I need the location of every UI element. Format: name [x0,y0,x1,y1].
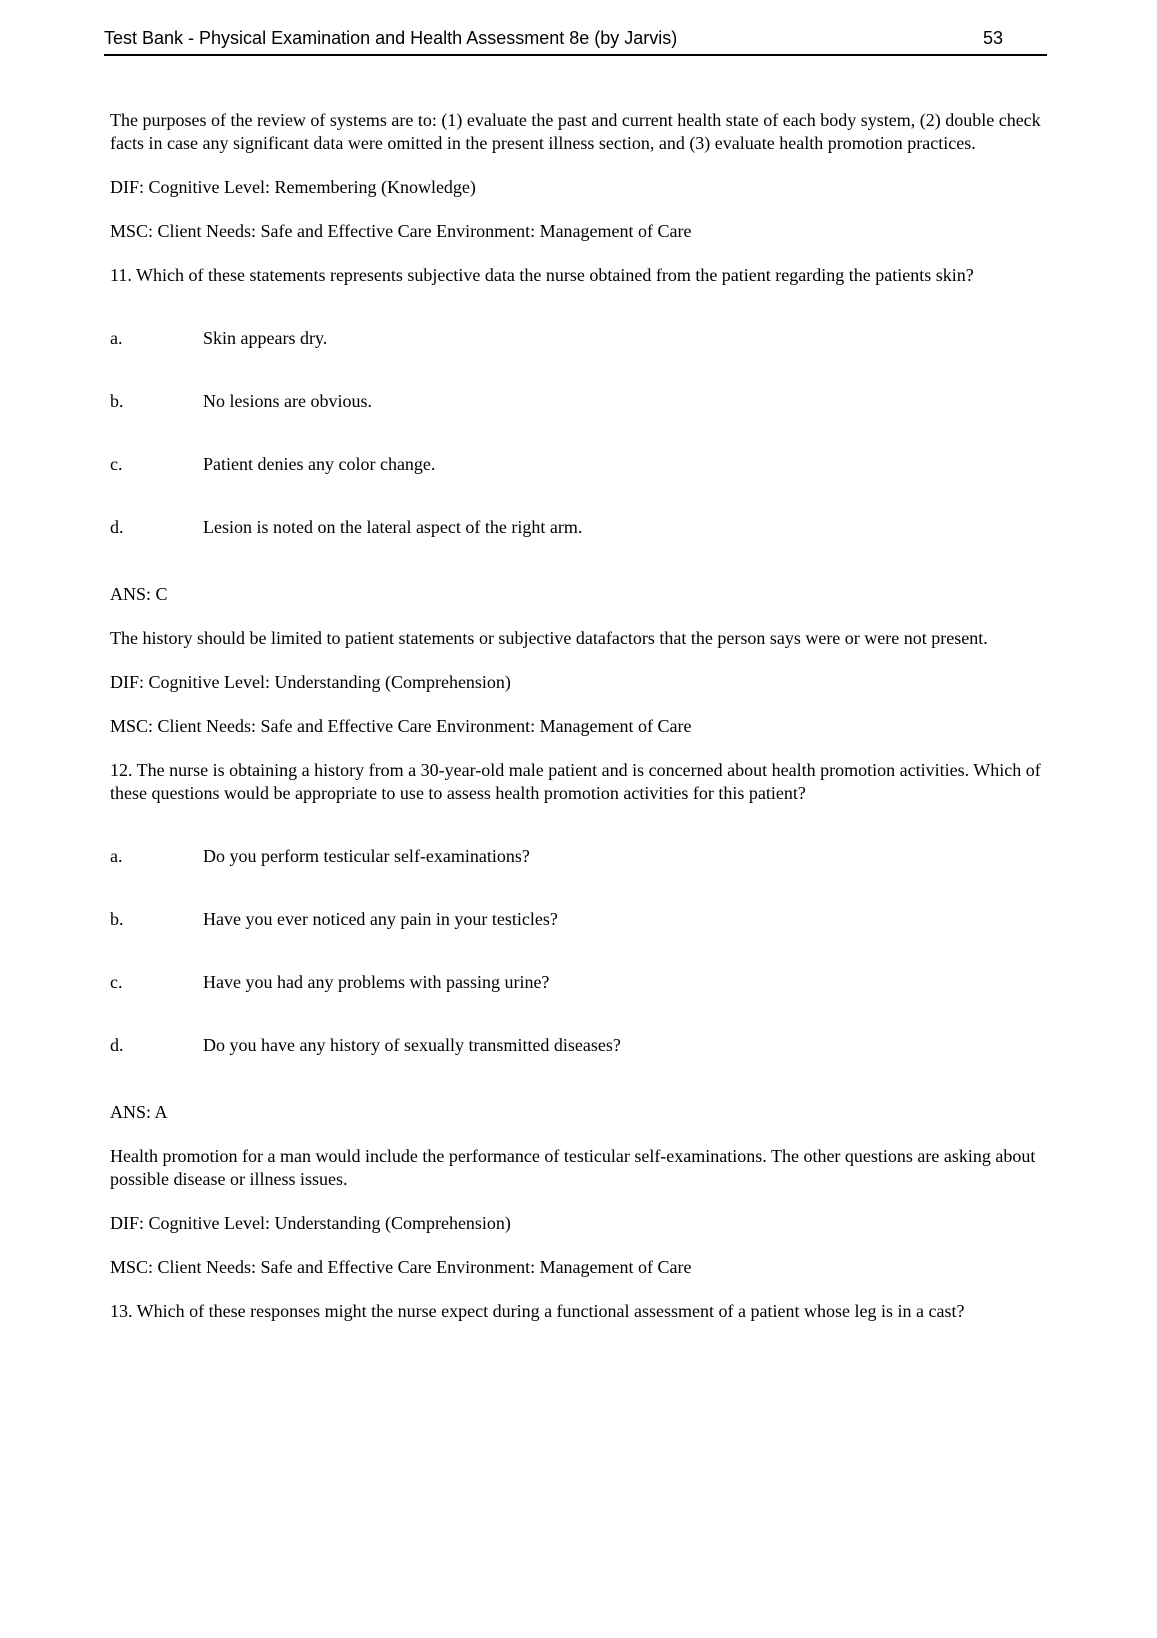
q12-option-a [110,845,1045,868]
q11-msc-line: MSC: Client Needs: Safe and Effective Care Environment: Management of Care [110,716,692,736]
option-text: Patient denies any color change. [203,454,436,474]
q12-option-b [110,908,1045,931]
option-letter: b. [110,391,124,411]
option-letter: b. [110,909,124,929]
option-letter: c. [110,454,123,474]
option-letter: a. [110,846,123,866]
q12-dif-line: DIF: Cognitive Level: Understanding (Comprehension) [110,1213,511,1233]
option-text: Skin appears dry. [203,328,328,348]
q12-rationale: Health promotion for a man would include the performance of testicular self-examinations. The other questions are asking about possible disease or illness issues. [110,1146,1036,1189]
option-letter: a. [110,328,123,348]
option-text: No lesions are obvious. [203,391,372,411]
page-number: 53 [982,28,1003,48]
option-letter: d. [110,1035,124,1055]
q10-msc-line: MSC: Client Needs: Safe and Effective Care Environment: Management of Care [110,221,692,241]
option-text: Do you perform testicular self-examinations? [203,846,530,866]
q11-option-a [110,327,1045,350]
header-row [104,28,1047,56]
q12-msc-line: MSC: Client Needs: Safe and Effective Care Environment: Management of Care [110,1257,692,1277]
option-text: Lesion is noted on the lateral aspect of the right arm. [203,517,583,537]
option-text: Do you have any history of sexually transmitted diseases? [203,1035,621,1055]
q10-dif-line: DIF: Cognitive Level: Remembering (Knowledge) [110,177,476,197]
q11-option-b [110,390,1045,413]
option-text: Have you ever noticed any pain in your testicles? [203,909,558,929]
option-letter: c. [110,972,123,992]
question-12-stem: 12. The nurse is obtaining a history from a 30-year-old male patient and is concerned about health promotion activities. Which of these questions would be appropriate to use to assess health promotion activities for this patient? [110,760,1041,803]
document-title: Test Bank - Physical Examination and Health Assessment 8e (by Jarvis) [104,28,678,48]
q12-answer-line: ANS: A [110,1102,168,1122]
option-letter: d. [110,517,124,537]
q12-option-c [110,971,1045,994]
q12-option-d [110,1034,1045,1057]
option-text: Have you had any problems with passing urine? [203,972,550,992]
document-content [0,56,1157,1323]
question-13-stem: 13. Which of these responses might the nurse expect during a functional assessment of a patient whose leg is in a cast? [110,1301,965,1321]
q11-rationale: The history should be limited to patient statements or subjective datafactors that the person says were or were not present. [110,628,988,648]
q11-option-c [110,453,1045,476]
q11-option-d [110,516,1045,539]
page-header [0,0,1157,56]
question-11-stem: 11. Which of these statements represents subjective data the nurse obtained from the patient regarding the patients skin? [110,265,974,285]
q10-rationale: The purposes of the review of systems are to: (1) evaluate the past and current health state of each body system, (2) double check facts in case any significant data were omitted in the present illness section, and (3) evaluate health promotion practices. [110,110,1041,153]
q11-dif-line: DIF: Cognitive Level: Understanding (Comprehension) [110,672,511,692]
q11-answer-line: ANS: C [110,584,168,604]
